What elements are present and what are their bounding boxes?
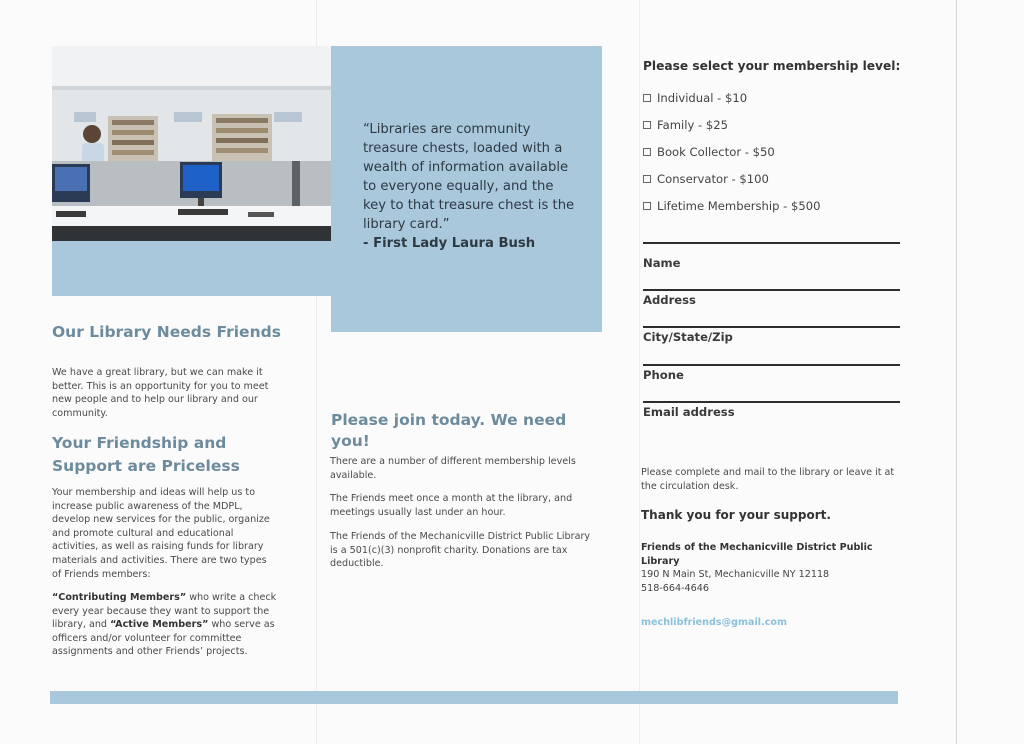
- email-address-label: Email address: [643, 405, 735, 419]
- phone-label: Phone: [643, 368, 684, 382]
- checkbox-icon[interactable]: [643, 202, 651, 210]
- member-types-paragraph: [52, 591, 277, 659]
- thank-you-text: Thank you for your support.: [641, 508, 831, 522]
- option-family[interactable]: [643, 118, 728, 132]
- mail-instructions: Please complete and mail to the library or leave it at the circulation desk.: [641, 467, 895, 492]
- nonprofit-paragraph: The Friends of the Mechanicville District Public Library is a 501(c)(3) nonprofit charity. Donations are tax deductible.: [330, 531, 591, 570]
- laura-bush-quote: [363, 120, 578, 253]
- quote-box: [331, 46, 602, 332]
- member-types-text-1: who write a check every year because they want to support the library, and: [52, 592, 277, 631]
- page-edge: [956, 0, 957, 744]
- name-label: Name: [643, 256, 681, 270]
- active-members-label: “Active Members”: [110, 619, 209, 631]
- membership-levels-paragraph: There are a number of different membership levels available.: [330, 456, 576, 481]
- city-state-zip-line[interactable]: [643, 326, 900, 328]
- contributing-members-label: “Contributing Members”: [52, 592, 187, 603]
- address-line[interactable]: [643, 289, 900, 291]
- checkbox-icon[interactable]: [643, 148, 651, 156]
- phone-line[interactable]: [643, 364, 900, 366]
- intro-paragraph: We have a great library, but we can make it better. This is an opportunity for you to meet new people and to help our library and our community.: [52, 367, 269, 419]
- street-address: 190 N Main St, Mechanicville NY 12118: [641, 569, 830, 581]
- name-line[interactable]: [643, 242, 900, 244]
- heading-join-today: Please join today. We need you!: [331, 411, 567, 450]
- address-label: Address: [643, 293, 696, 307]
- quote-text: “Libraries are community treasure chests, loaded with a wealth of information available to everyone equally, and the key to that treasure chest is the library card.”: [363, 122, 575, 232]
- option-label: Book Collector - $50: [657, 145, 775, 159]
- city-state-zip-label: City/State/Zip: [643, 330, 733, 344]
- org-name: Friends of the Mechanicville District Public Library: [641, 542, 873, 567]
- contact-address: [641, 541, 906, 595]
- membership-ideas-paragraph: Your membership and ideas will help us to increase public awareness of the MDPL, develop new services for the public, organize and promote cultural and educational activities, as well as raising funds for library materials and activities. There are two types of Friends members:: [52, 487, 270, 580]
- library-interior-image: [52, 46, 332, 241]
- email-link[interactable]: mechlibfriends@gmail.com: [641, 617, 788, 628]
- phone-number: 518-664-4646: [641, 582, 709, 594]
- quote-attribution: - First Lady Laura Bush: [363, 236, 536, 251]
- option-lifetime[interactable]: [643, 199, 821, 213]
- option-label: Conservator - $100: [657, 172, 769, 186]
- option-individual[interactable]: [643, 91, 747, 105]
- checkbox-icon[interactable]: [643, 175, 651, 183]
- email-line[interactable]: [643, 401, 900, 403]
- meetings-paragraph: The Friends meet once a month at the library, and meetings usually last under an hour.: [330, 493, 573, 518]
- bottom-accent-band: [50, 691, 898, 704]
- member-types-text-2: who serve as officers and/or volunteer for committee assignments and other Friends’ projects.: [52, 619, 275, 658]
- option-label: Individual - $10: [657, 91, 748, 105]
- option-label: Family - $25: [657, 118, 728, 132]
- checkbox-icon[interactable]: [643, 121, 651, 129]
- heading-library-needs-friends: Our Library Needs Friends: [52, 323, 281, 341]
- library-photo: [52, 46, 332, 296]
- checkbox-icon[interactable]: [643, 94, 651, 102]
- fold-line-right: [639, 0, 640, 744]
- heading-friendship-support: Your Friendship and Support are Priceless: [52, 434, 240, 475]
- option-conservator[interactable]: [643, 172, 769, 186]
- option-book-collector[interactable]: [643, 145, 775, 159]
- option-label: Lifetime Membership - $500: [657, 199, 821, 213]
- membership-level-title: Please select your membership level:: [643, 59, 901, 73]
